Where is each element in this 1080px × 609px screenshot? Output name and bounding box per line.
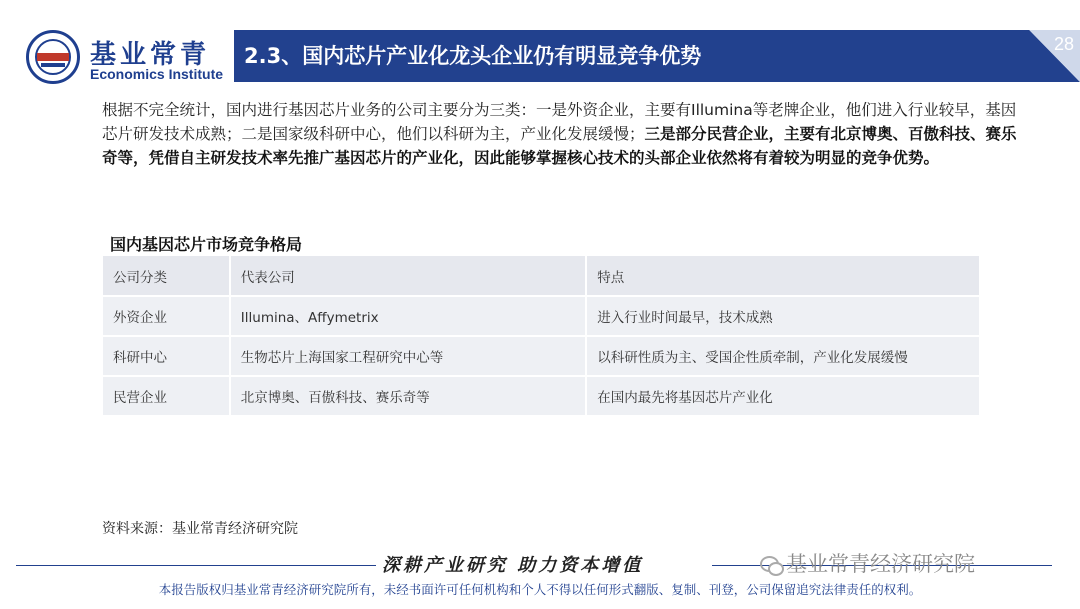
- wechat-watermark: [760, 548, 975, 578]
- page-number: 28: [1053, 34, 1074, 54]
- intro-normal-text: 根据不完全统计，国内进行基因芯片业务的公司主要分为三类：一是外资企业，主要有Illumina等老牌企业，他们进入行业较早，基因芯片研发技术成熟；二是国家级科研中心，他们以科研为主，产业化发展缓慢；: [102, 101, 1017, 143]
- table-cell: 科研中心: [103, 336, 230, 376]
- competition-table: [103, 256, 981, 417]
- table-cell: Illumina、Affymetrix: [230, 296, 586, 336]
- brand-name-en: Economics Institute: [90, 66, 224, 82]
- slide-title: 2.3、国内芯片产业化龙头企业仍有明显竞争优势: [244, 44, 702, 68]
- table-header-row: [103, 256, 980, 296]
- table-row: [103, 296, 980, 336]
- table-cell: 北京博奥、百傲科技、赛乐奇等: [230, 376, 586, 416]
- footer-divider-left: [16, 565, 376, 566]
- table-cell: 生物芯片上海国家工程研究中心等: [230, 336, 586, 376]
- table-header-cell: 特点: [586, 256, 980, 296]
- table-cell: 进入行业时间最早，技术成熟: [586, 296, 980, 336]
- copyright-notice: 本报告版权归基业常青经济研究院所有，未经书面许可任何机构和个人不得以任何形式翻版、复制、刊登，公司保留追究法律责任的权利。: [158, 582, 922, 597]
- table-cell: 以科研性质为主、受国企性质牵制，产业化发展缓慢: [586, 336, 980, 376]
- table-title: 国内基因芯片市场竞争格局: [110, 235, 303, 254]
- intro-bold-text: 三是部分民营企业，主要有北京博奥、百傲科技、赛乐奇等，凭借自主研发技术率先推广基因芯片的产业化，因此能够掌握核心技术的头部企业依然将有着较为明显的竞争优势。: [102, 125, 1017, 167]
- brand-name-cn: 基业常青: [90, 40, 211, 70]
- source-note: 资料来源：基业常青经济研究院: [102, 521, 298, 537]
- table-cell: 外资企业: [103, 296, 230, 336]
- institute-logo: [26, 28, 241, 86]
- wechat-icon: [760, 556, 782, 574]
- table-row: [103, 376, 980, 416]
- institute-seal-icon: [26, 30, 80, 84]
- table-row: [103, 336, 980, 376]
- table-cell: 民营企业: [103, 376, 230, 416]
- intro-paragraph: [102, 98, 1022, 170]
- footer-slogan: 深耕产业研究 助力资本增值: [382, 555, 644, 576]
- table-cell: 在国内最先将基因芯片产业化: [586, 376, 980, 416]
- table-header-cell: 代表公司: [230, 256, 586, 296]
- wechat-label: 基业常青经济研究院: [786, 552, 975, 576]
- table-header-cell: 公司分类: [103, 256, 230, 296]
